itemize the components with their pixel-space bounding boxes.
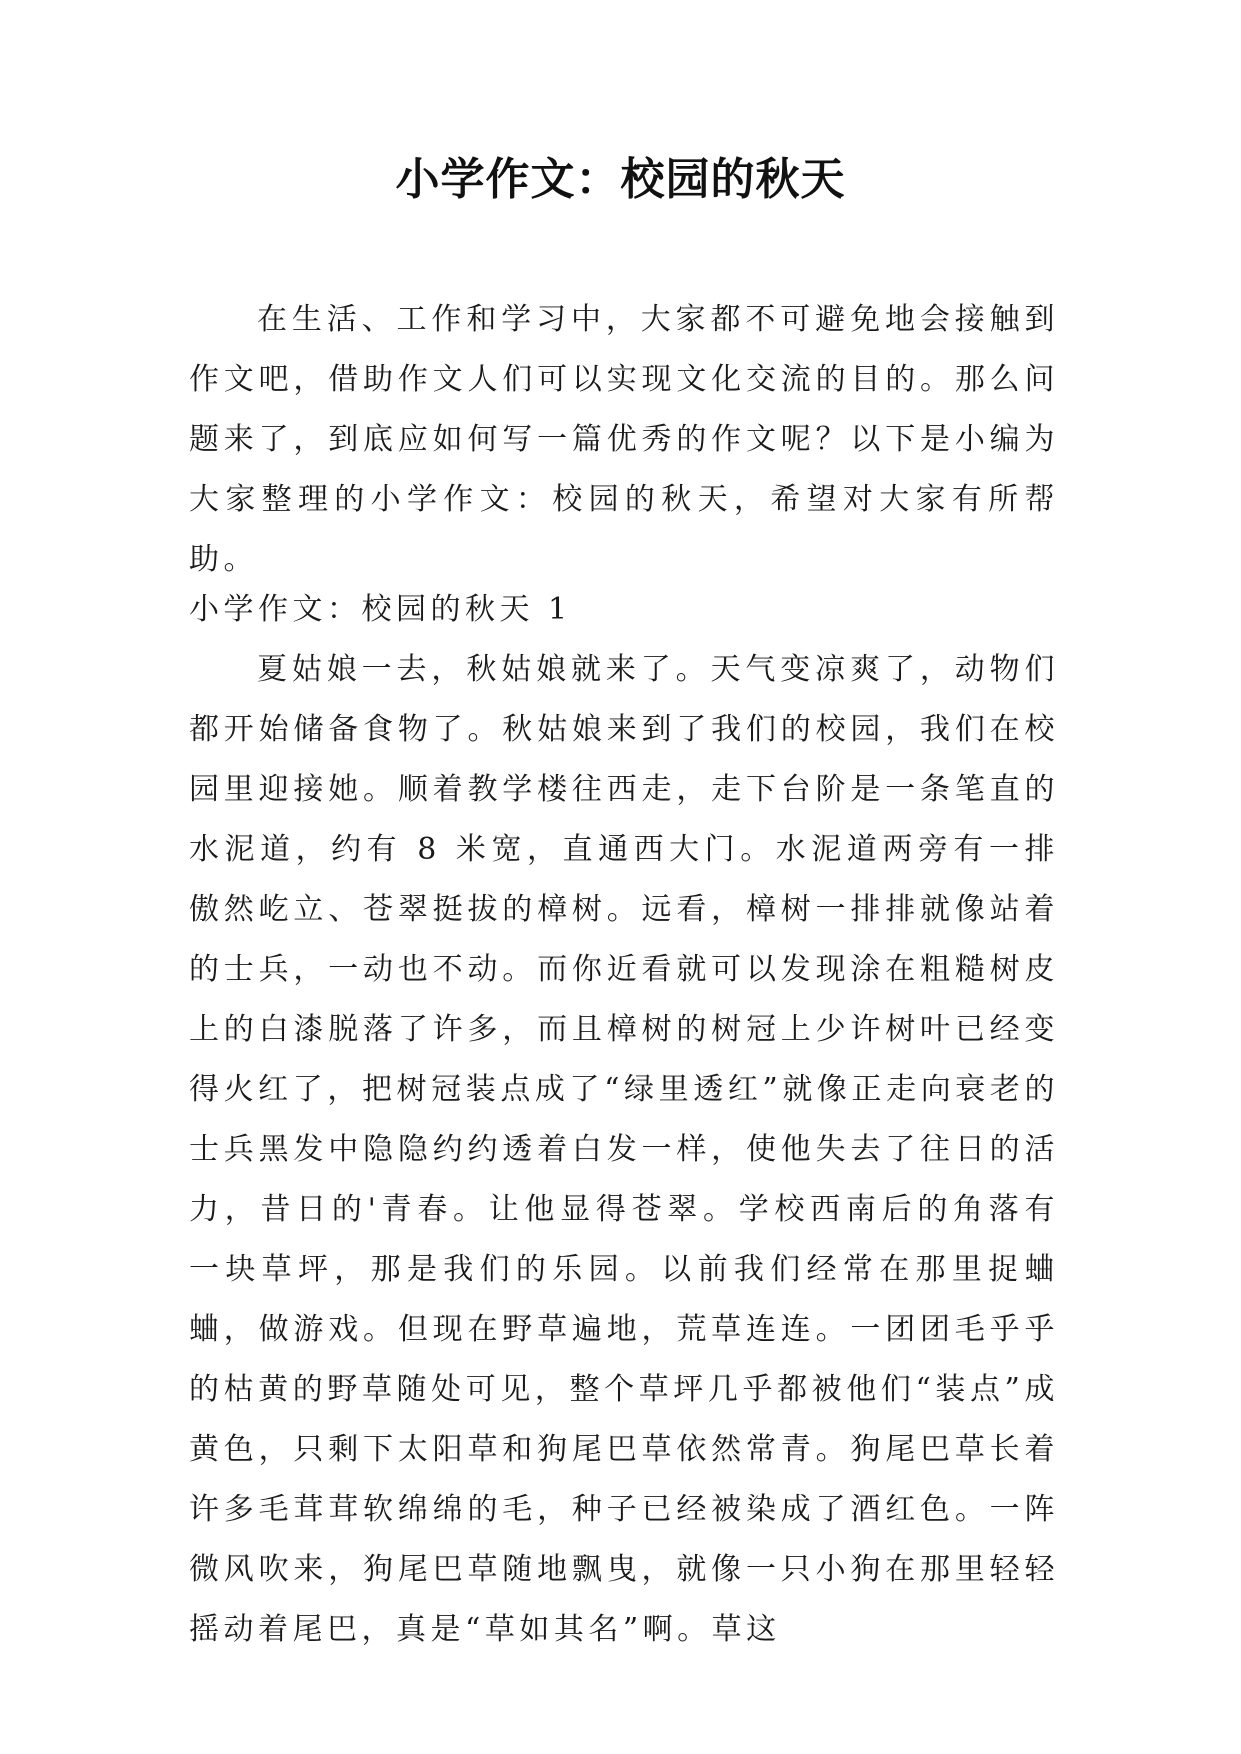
document-title: 小学作文：校园的秋天 [395, 154, 846, 205]
body-paragraph: 夏姑娘一去，秋姑娘就来了。天气变凉爽了，动物们都开始储备食物了。秋姑娘来到了我们的校园，我们在校园里迎接她。顺着教学楼往西走，走下台阶是一条笔直的水泥道，约有 8 米宽，直通西大门。水泥道两旁有一排傲然屹立、苍翠挺拔的樟树。远看，樟树一排排就像站着的士兵，一动也不动。而你近看就可以发现涂在粗糙树皮上的白漆脱落了许多，而且樟树的树冠上少许树叶已经变得火红了，把树冠装点成了“绿里透红”就像正走向衰老的士兵黑发中隐隐约约透着白发一样，使他失去了往日的活力，昔日的'青春。让他显得苍翠。学校西南后的角落有一块草坪，那是我们的乐园。以前我们经常在那里捉蛐蛐，做游戏。但现在野草遍地，荒草连连。一团团毛乎乎的枯黄的野草随处可见，整个草坪几乎都被他们“装点”成黄色，只剩下太阳草和狗尾巴草依然常青。狗尾巴草长着许多毛茸茸软绵绵的毛，种子已经被染成了酒红色。一阵微风吹来，狗尾巴草随地飘曳，就像一只小狗在那里轻轻摇动着尾巴，真是“草如其名”啊。草这 [189, 652, 1059, 1647]
intro-paragraph: 在生活、工作和学习中，大家都不可避免地会接触到作文吧，借助作文人们可以实现文化交流的目的。那么问题来了，到底应如何写一篇优秀的作文呢？以下是小编为大家整理的小学作文：校园的秋天，希望对大家有所帮助。 [189, 302, 1059, 577]
section-heading: 小学作文：校园的秋天 1 [189, 592, 572, 627]
